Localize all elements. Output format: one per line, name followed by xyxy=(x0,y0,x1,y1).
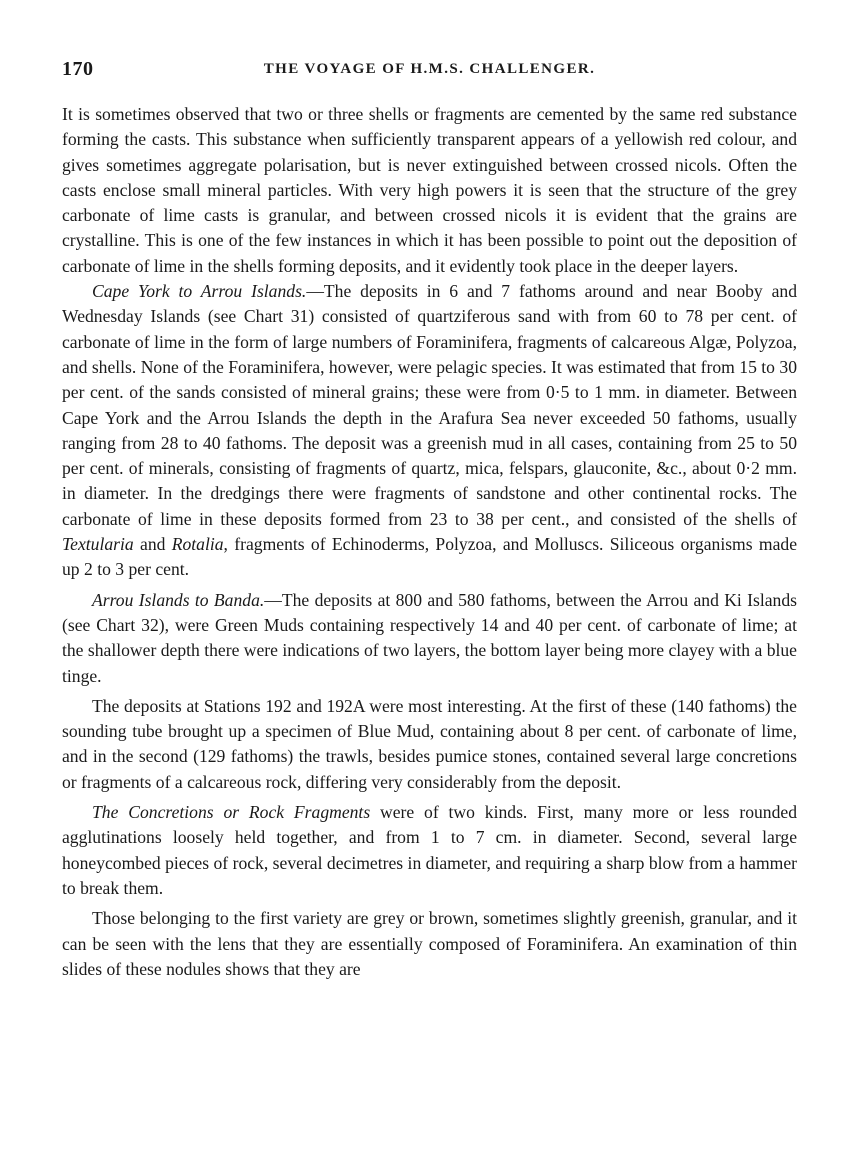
running-title: THE VOYAGE OF H.M.S. CHALLENGER. xyxy=(263,61,596,77)
paragraph-1-text: It is sometimes observed that two or three shells or fragments are cemented by the same red substance forming the casts. This substance when sufficiently transparent appears of a yellowish red colour, and gives sometimes aggregate polarisation, but is never extinguished between crossed nicols. Often the casts enclose small mineral particles. With very high powers it is seen that the structure of the grey carbonate of lime casts is granular, and between crossed nicols it is evident that the grains are crystalline. This is one of the few instances in which it has been possible to point out the deposition of carbonate of lime in the shells forming deposits, and it evidently took place in the deeper layers. xyxy=(62,104,797,276)
genus-rotalia: Rotalia xyxy=(171,534,224,555)
section-heading-concretions: The Concretions or Rock Fragments xyxy=(92,802,371,823)
page-header xyxy=(62,58,797,82)
paragraph-5-text: were of two kinds. First, many more or less rounded agglutinations loosely held together, and from 1 to 7 cm. in diameter. Second, several large honeycombed pieces of rock, several decimetres in diameter, and requiring a sharp blow from a hammer to break them. xyxy=(62,802,797,898)
paragraph-2-text-2: and xyxy=(133,534,172,555)
paragraph-3 xyxy=(62,588,797,689)
paragraph-2-text-3: , fragments of Echinoderms, Polyzoa, and Molluscs. Siliceous organisms made up 2 to 3 per cent. xyxy=(62,534,797,580)
paragraph-4 xyxy=(62,694,797,795)
paragraph-2 xyxy=(62,279,797,583)
paragraph-1 xyxy=(62,102,797,279)
body-text xyxy=(62,102,797,982)
paragraph-4-text: The deposits at Stations 192 and 192A were most interesting. At the first of these (140 fathoms) the sounding tube brought up a specimen of Blue Mud, containing about 8 per cent. of carbonate of lime, and in the second (129 fathoms) the trawls, besides pumice stones, contained several large concretions or fragments of a calcareous rock, differing very considerably from the deposit. xyxy=(62,695,797,792)
paragraph-6-text: Those belonging to the first variety are grey or brown, sometimes slightly greenish, granular, and it can be seen with the lens that they are essentially composed of Foraminifera. An examination of thin slides of these nodules shows that they are xyxy=(62,908,797,979)
paragraph-2-text: —The deposits in 6 and 7 fathoms around and near Booby and Wednesday Islands (see Chart 31) consisted of quartziferous sand with from 60 to 78 per cent. of carbonate of lime in the form of large numbers of Foraminifera, fragments of calcareous Algæ, Polyzoa, and shells. None of the Foraminifera, however, were pelagic species. It was estimated that from 15 to 30 per cent. of the sands consisted of mineral grains; these were from 0·5 to 1 mm. in diameter. Between Cape York and the Arrou Islands the depth in the Arafura Sea never exceeded 50 fathoms, usually ranging from 28 to 40 fathoms. The deposit was a greenish mud in all cases, containing from 25 to 50 per cent. of minerals, consisting of fragments of quartz, mica, felspars, glauconite, &c., about 0·2 mm. in diameter. In the dredgings there were fragments of sandstone and other continental rocks. The carbonate of lime in these deposits formed from 23 to 38 per cent., and consisted of the shells of xyxy=(62,281,798,529)
section-heading-arrou-banda: Arrou Islands to Banda. xyxy=(92,589,265,610)
paragraph-6 xyxy=(62,906,797,982)
section-heading-cape-york: Cape York to Arrou Islands. xyxy=(92,281,307,302)
genus-textularia: Textularia xyxy=(62,534,134,555)
page-number: 170 xyxy=(62,58,94,80)
paragraph-3-text: —The deposits at 800 and 580 fathoms, between the Arrou and Ki Islands (see Chart 32), were Green Muds containing respectively 14 and 40 per cent. of carbonate of lime; at the shallower depth there were indications of two layers, the bottom layer being more clayey with a blue tinge. xyxy=(62,589,797,686)
paragraph-5 xyxy=(62,800,797,901)
